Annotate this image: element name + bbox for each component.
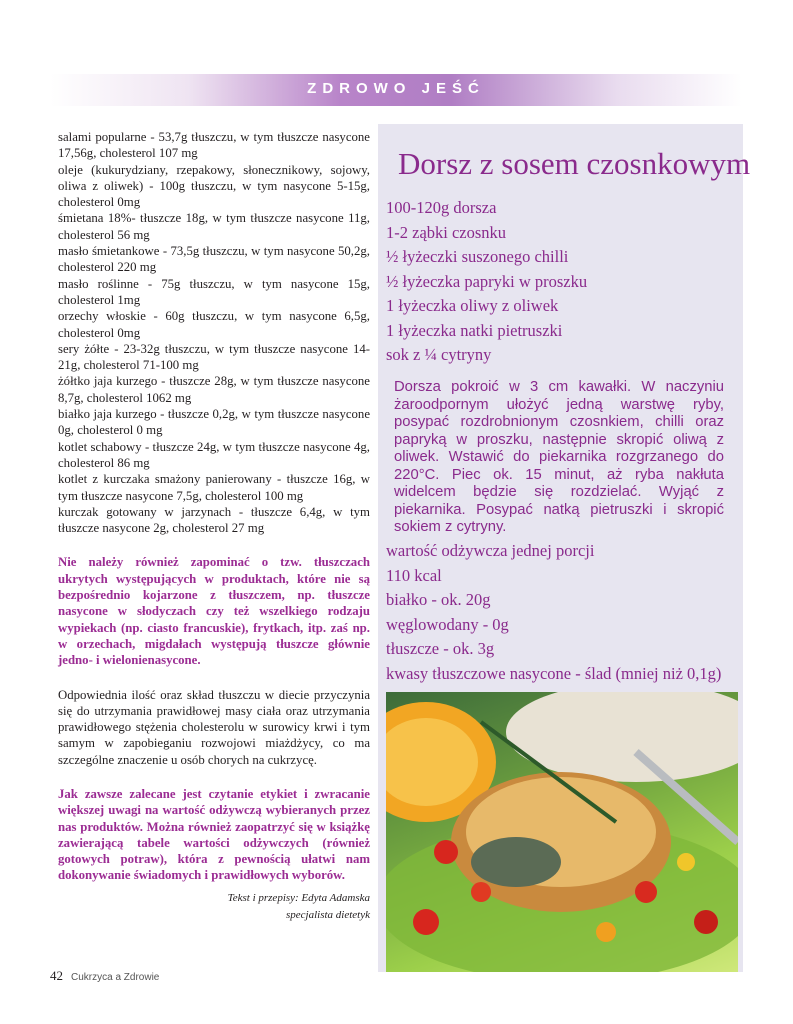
nutrition-item: węglowodany - 0g bbox=[386, 614, 509, 634]
section-title: ZDROWO JEŚĆ bbox=[307, 80, 485, 97]
list-item: śmietana 18%- tłuszcze 18g, w tym tłuszcze nasycone 11g, cholesterol 56 mg bbox=[58, 211, 370, 242]
ingredient-item: 1-2 ząbki czosnku bbox=[386, 222, 507, 242]
label-reading-note: Jak zawsze zalecane jest czytanie etykiet i zwracanie większej uwagi na wartość odżywczą wybieranych przez nas produktów. Można również zaopatrzyć się w książkę zawierającą tabele wartości odżywczych (również gotowych potraw), która z pewnością ułatwi nam dokonywanie świadomych i prawidłowych wyborów. bbox=[58, 786, 370, 883]
nutrition-item: kwasy tłuszczowe nasycone - ślad (mniej niż 0,1g) bbox=[386, 663, 722, 683]
recipe-panel bbox=[378, 124, 751, 972]
fat-content-list bbox=[58, 129, 370, 536]
dish-photo-illustration bbox=[386, 692, 738, 972]
nutrition-facts bbox=[386, 539, 721, 686]
section-banner bbox=[50, 74, 742, 106]
page-number: 42 bbox=[50, 968, 63, 983]
dish-photo bbox=[386, 692, 738, 972]
list-item: oleje (kukurydziany, rzepakowy, słonecznikowy, sojowy, oliwa z oliwek) - 100g tłuszczu, w tym nasycone 5-15g, cholesterol 0mg bbox=[58, 162, 370, 210]
nutrition-item: tłuszcze - ok. 3g bbox=[386, 639, 495, 658]
magazine-name: Cukrzyca a Zdrowie bbox=[71, 972, 160, 983]
ingredient-item: ½ łyżeczki suszonego chilli bbox=[386, 247, 569, 266]
list-item: masło śmietankowe - 73,5g tłuszczu, w tym nasycone 50,2g, cholesterol 220 mg bbox=[58, 244, 370, 275]
ingredient-item: ½ łyżeczka papryki w proszku bbox=[386, 271, 588, 291]
nutrition-item: białko - ok. 20g bbox=[386, 590, 491, 609]
left-column bbox=[58, 129, 370, 924]
list-item: kurczak gotowany w jarzynach - tłuszcze 6,4g, w tym tłuszcze nasycone 2g, cholesterol 27 mg bbox=[58, 504, 370, 536]
list-item: kotlet schabowy - tłuszcze 24g, w tym tłuszcze nasycone 4g, cholesterol 86 mg bbox=[58, 439, 370, 470]
ingredient-item: sok z ¼ cytryny bbox=[386, 345, 492, 364]
hidden-fats-note: Nie należy również zapominać o tzw. tłuszczach ukrytych występujących w produktach, które nie są bezpośrednio kojarzone z tłuszczem, np. tłuszcze nasycone w słodyczach czy też wszelkiego rodzaju wypiekach (np. ciasto francuskie), frytkach, itp. zaś np. w orzechach, migdałach występują tłuszcze głównie jedno- i wielonienasycone. bbox=[58, 555, 370, 668]
ingredient-item: 1 łyżeczka oliwy z oliwek bbox=[386, 296, 559, 315]
list-item: sery żółte - 23-32g tłuszczu, w tym tłuszcze nasycone 14-21g, cholesterol 71-100 mg bbox=[58, 341, 370, 373]
list-item: salami popularne - 53,7g tłuszczu, w tym tłuszcze nasycone 17,56g, cholesterol 107 mg bbox=[58, 130, 370, 161]
recipe-title: Dorsz z sosem czosnkowym bbox=[398, 146, 751, 181]
recipe-instructions: Dorsza pokroić w 3 cm kawałki. W naczyniu żaroodpornym ułożyć jedną warstwę ryby, posypać rozdrobnionym czosnkiem, chilli oraz papryką w proszku, następnie skropić oliwą z oliwek. Wstawić do piekarnika rozgrzanego do 220°C. Piec ok. 15 minut, aż ryba nakłuta widelcem będzie się rozdzielać. Wyjąć z piekarnika. Posypać natką pietruszki i skropić sokiem z cytryny. bbox=[394, 379, 724, 535]
list-item: orzechy włoskie - 60g tłuszczu, w tym nasycone 6,5g, cholesterol 0mg bbox=[58, 309, 370, 340]
diet-paragraph: Odpowiednia ilość oraz skład tłuszczu w diecie przyczynia się do utrzymania prawidłowej masy ciała oraz utrzymania prawidłowego stężenia cholesterolu w surowicy krwi i tym samym w zapobieganiu rozwojowi miażdżycy, co ma szczególne znaczenie u osób chorych na cukrzycę. bbox=[58, 687, 370, 767]
nutrition-item: 110 kcal bbox=[386, 565, 442, 585]
ingredient-item: 100-120g dorsza bbox=[386, 198, 497, 217]
list-item: żółtko jaja kurzego - tłuszcze 28g, w tym tłuszcze nasycone 8,7g, cholesterol 1062 mg bbox=[58, 374, 370, 405]
ingredients-list bbox=[386, 196, 587, 368]
author-line: Tekst i przepisy: Edyta Adamska bbox=[227, 891, 370, 904]
author-credit bbox=[58, 890, 370, 924]
ingredient-item: 1 łyżeczka natki pietruszki bbox=[386, 320, 563, 340]
nutrition-item: wartość odżywcza jednej porcji bbox=[386, 541, 595, 560]
author-title: specjalista dietetyk bbox=[286, 908, 370, 921]
list-item: kotlet z kurczaka smażony panierowany - tłuszcze 16g, w tym tłuszcze nasycone 7,5g, cholesterol 100 mg bbox=[58, 472, 370, 503]
list-item: masło roślinne - 75g tłuszczu, w tym nasycone 15g, cholesterol 1mg bbox=[58, 276, 370, 307]
page-footer bbox=[50, 967, 159, 985]
list-item: białko jaja kurzego - tłuszcze 0,2g, w tym tłuszcze nasycone 0g, cholesterol 0 mg bbox=[58, 407, 370, 438]
